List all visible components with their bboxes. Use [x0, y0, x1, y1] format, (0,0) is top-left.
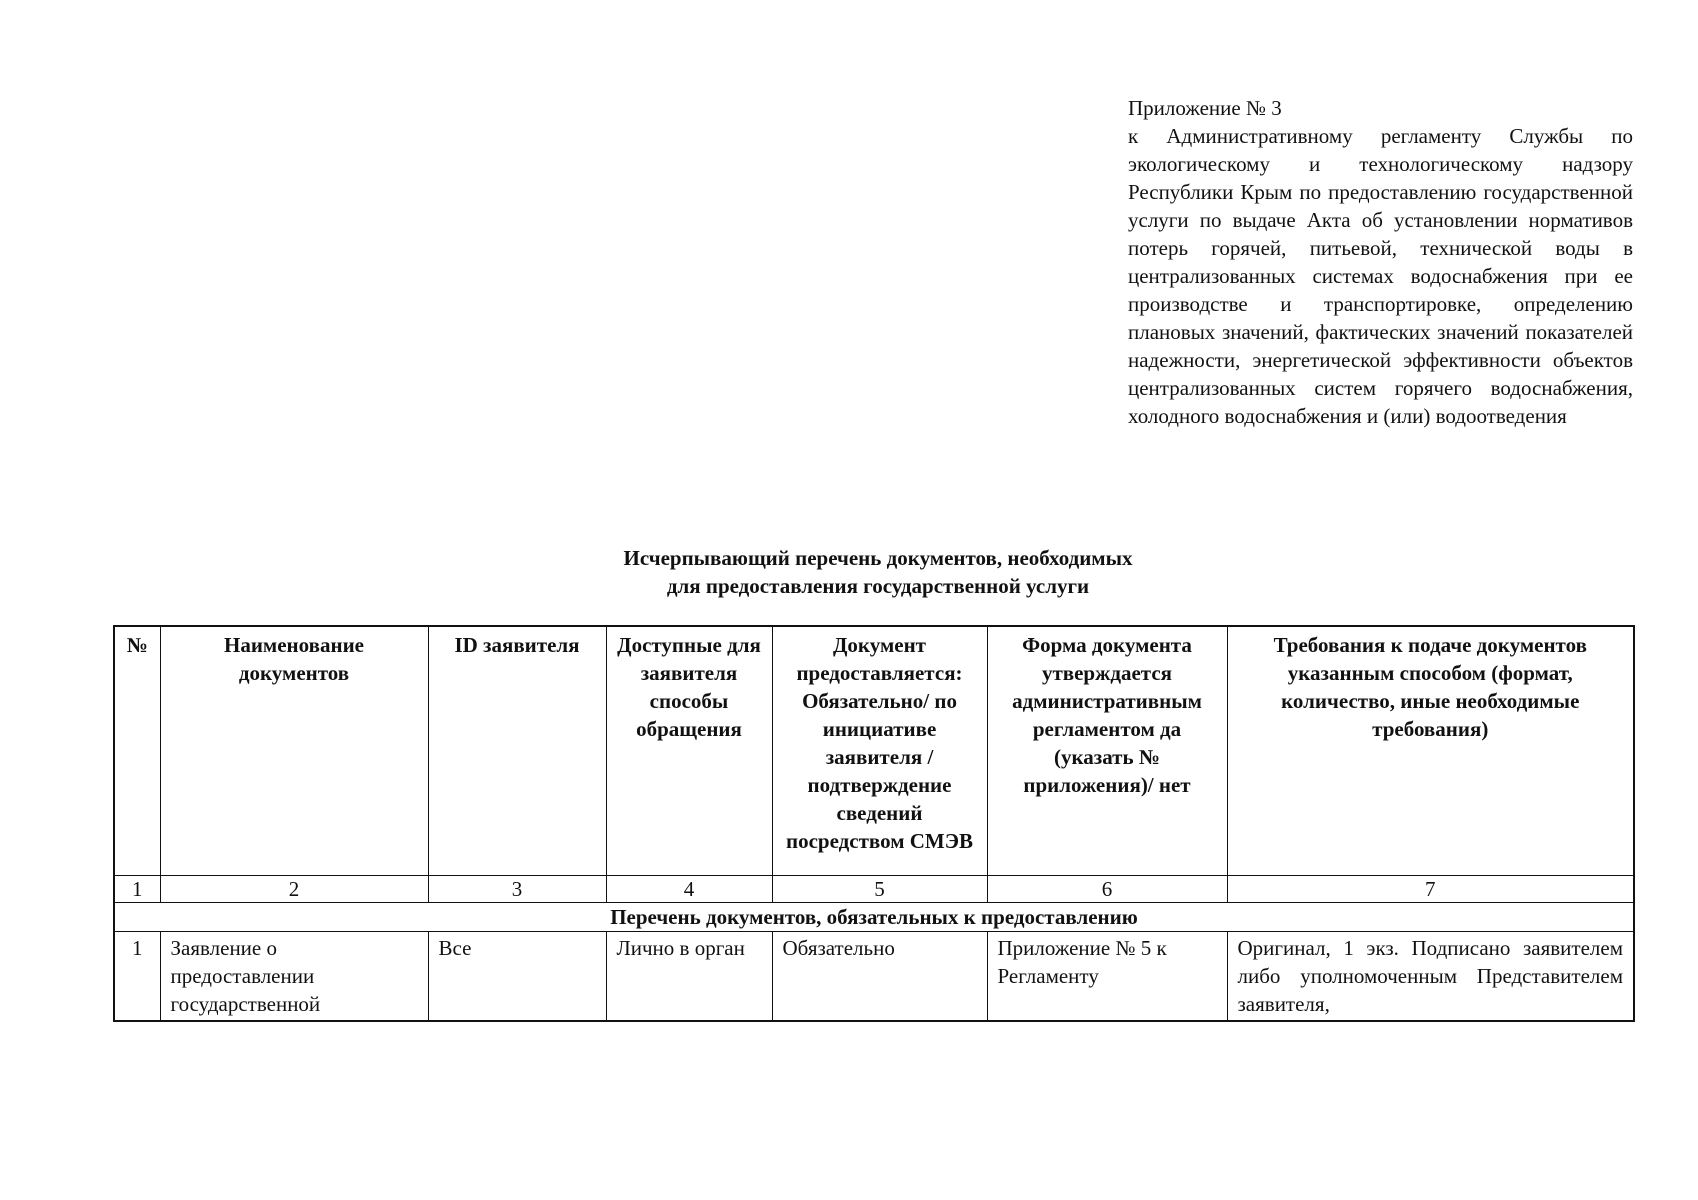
header-provision-type: Документ предоставляется: Обязательно/ по инициативе заявителя /подтверждение сведений посредством СМЭВ — [772, 626, 987, 876]
document-title — [0, 544, 1698, 600]
section-heading: Перечень документов, обязательных к предоставлению — [114, 903, 1634, 932]
documents-table — [113, 625, 1635, 1022]
header-applicant-id: ID заявителя — [428, 626, 606, 876]
column-number-row — [114, 876, 1634, 903]
row-submission-requirements: Оригинал, 1 экз. Подписано заявителем либо уполномоченным Представителем заявителя, — [1227, 932, 1634, 1022]
header-request-methods: Доступные для заявителя способы обращения — [606, 626, 772, 876]
column-number: 6 — [987, 876, 1227, 903]
row-provision-type: Обязательно — [772, 932, 987, 1022]
document-title-line-1: Исчерпывающий перечень документов, необходимых — [623, 546, 1133, 570]
document-title-line-2: для предоставления государственной услуги — [666, 574, 1090, 598]
annex-block — [1128, 94, 1633, 430]
row-document-name: Заявление о предоставлении государственной — [160, 932, 428, 1022]
row-document-form: Приложение № 5 к Регламенту — [987, 932, 1227, 1022]
column-number: 3 — [428, 876, 606, 903]
row-applicant-id: Все — [428, 932, 606, 1022]
column-number: 5 — [772, 876, 987, 903]
column-number: 1 — [114, 876, 160, 903]
column-number: 4 — [606, 876, 772, 903]
header-submission-requirements: Требования к подаче документов указанным способом (формат, количество, иные необходимые требования) — [1227, 626, 1634, 876]
column-number: 2 — [160, 876, 428, 903]
section-row — [114, 903, 1634, 932]
header-number: № — [114, 626, 160, 876]
column-number: 7 — [1227, 876, 1634, 903]
annex-text: к Административному регламенту Службы по экологическому и технологическому надзору Республики Крым по предоставлению государственной услуги по выдаче Акта об установлении нормативов потерь горячей, питьевой, технической воды в централизованных системах водоснабжения при ее производстве и транспортировке, определению плановых значений, фактических значений показателей надежности, энергетической эффективности объектов централизованных систем горячего водоснабжения, холодного водоснабжения и (или) водоотведения — [1128, 124, 1633, 428]
header-document-form: Форма документа утверждается административным регламентом да (указать № приложения)/ нет — [987, 626, 1227, 876]
header-document-name: Наименование документов — [160, 626, 428, 876]
table-row — [114, 932, 1634, 1022]
annex-title: Приложение № 3 — [1128, 96, 1282, 120]
row-request-method: Лично в орган — [606, 932, 772, 1022]
table-header-row — [114, 626, 1634, 876]
row-number: 1 — [114, 932, 160, 1022]
